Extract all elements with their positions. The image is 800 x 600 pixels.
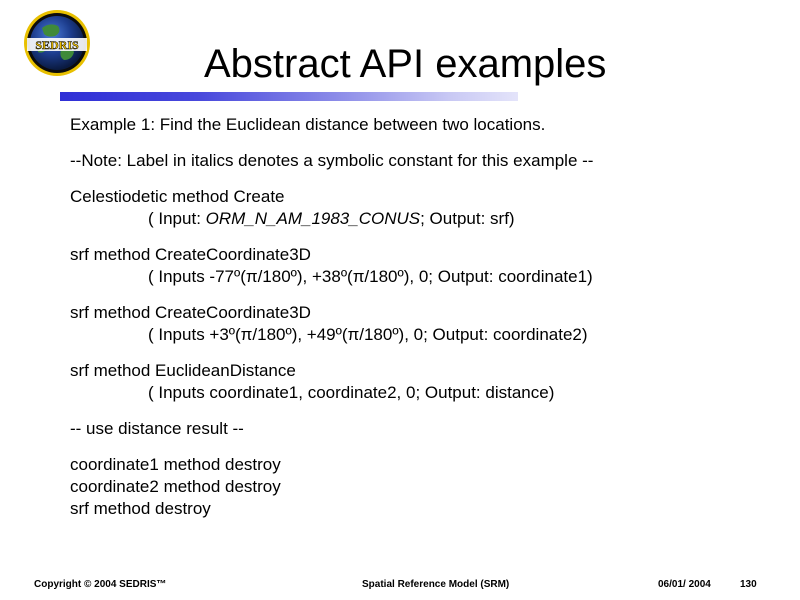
logo-text: SEDRIS: [35, 38, 79, 52]
example-heading: Example 1: Find the Euclidean distance between two locations.: [70, 115, 546, 134]
distance-args-line: ( Inputs coordinate1, coordinate2, 0; Output: distance): [148, 383, 555, 402]
destroy-coord2-line: coordinate2 method destroy: [70, 477, 281, 496]
create-method-line: Celestiodetic method Create: [70, 187, 285, 206]
create-args-suffix: ; Output: srf): [420, 209, 515, 228]
create-args-prefix: ( Input:: [148, 209, 206, 228]
footer-title: Spatial Reference Model (SRM): [362, 579, 510, 590]
footer-copyright: Copyright © 2004 SEDRIS™: [34, 579, 167, 590]
note-line: --Note: Label in italics denotes a symbolic constant for this example --: [70, 151, 594, 170]
coord2-args-line: ( Inputs +3º(π/180º), +49º(π/180º), 0; Output: coordinate2): [148, 325, 588, 344]
title-underline-bar: [60, 92, 518, 101]
symbolic-constant: ORM_N_AM_1983_CONUS: [205, 209, 421, 228]
slide-body: [70, 114, 770, 520]
use-result-line: -- use distance result --: [70, 419, 244, 438]
sedris-logo: [22, 8, 92, 78]
slide-title: Abstract API examples: [204, 42, 607, 86]
page-number: 130: [740, 579, 757, 590]
distance-method-line: srf method EuclideanDistance: [70, 361, 296, 380]
destroy-srf-line: srf method destroy: [70, 499, 211, 518]
coord1-method-line: srf method CreateCoordinate3D: [70, 245, 311, 264]
create-args-line: [70, 208, 770, 230]
coord1-args-line: ( Inputs -77º(π/180º), +38º(π/180º), 0; Output: coordinate1): [148, 267, 593, 286]
destroy-coord1-line: coordinate1 method destroy: [70, 455, 281, 474]
footer-date: 06/01/ 2004: [658, 579, 711, 590]
coord2-method-line: srf method CreateCoordinate3D: [70, 303, 311, 322]
globe-logo-icon: [22, 8, 92, 78]
